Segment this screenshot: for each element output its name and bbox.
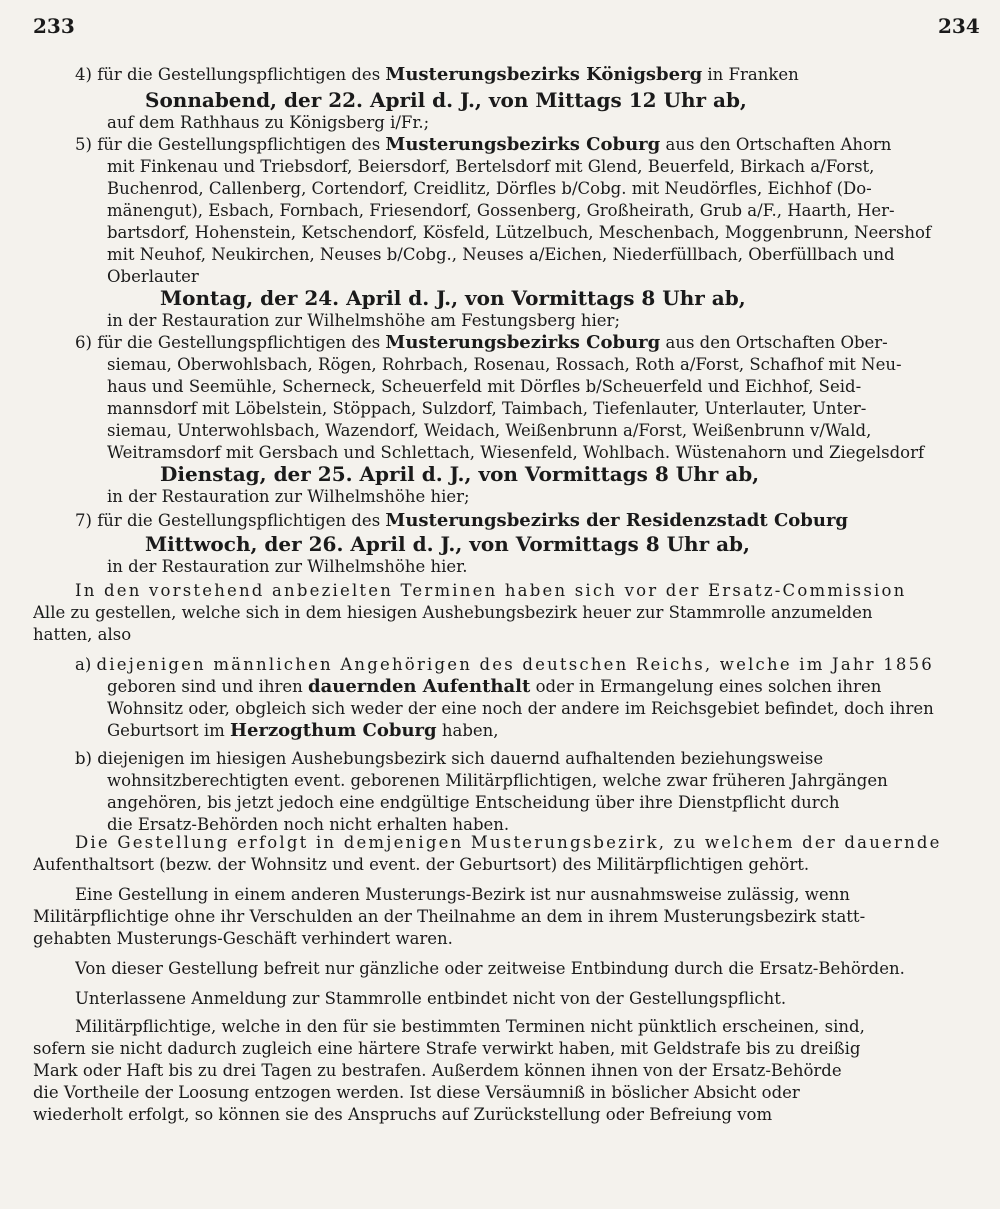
clause-a-line-4: Geburtsort im Herzogthum Coburg haben, [107, 720, 499, 741]
item-7-line-1: 7) für die Gestellungspflichtigen des Musterungsbezirks der Residenzstadt Coburg [75, 510, 849, 531]
clause-label: a) [75, 655, 92, 674]
clause-b-line-1: b) diejenigen im hiesigen Aushebungsbezirk sich dauernd aufhaltenden beziehungsweise [75, 749, 824, 768]
item-number: 6) [75, 333, 92, 352]
page-number-right: 234 [938, 14, 980, 38]
item-4-line-1: 4) für die Gestellungspflichtigen des Musterungsbezirks Königsberg in Franken [75, 64, 799, 85]
paragraph-line: In den vorstehend anbezielten Terminen haben sich vor der Ersatz-Commission [75, 581, 907, 600]
page-number-left: 233 [33, 14, 75, 38]
item-4-date: Sonnabend, der 22. April d. J., von Mittags 12 Uhr ab, [145, 88, 747, 112]
clause-b-line: die Ersatz-Behörden noch nicht erhalten haben. [107, 815, 510, 834]
emphasis: Herzogthum Coburg [230, 720, 437, 741]
item-6-line: haus und Seemühle, Scherneck, Scheuerfeld mit Dörfles b/Scheuerfeld und Eichhof, Seid- [107, 377, 862, 396]
item-5-line-1: 5) für die Gestellungspflichtigen des Musterungsbezirks Coburg aus den Ortschaften Ahorn [75, 134, 892, 155]
item-5-line: bartsdorf, Hohenstein, Ketschendorf, Kösfeld, Lützelbuch, Meschenbach, Moggenbrunn, Neershof [107, 223, 932, 242]
clause-b-line: angehören, bis jetzt jedoch eine endgültige Entscheidung über ihre Dienstpflicht durch [107, 793, 840, 812]
paragraph-line: Die Gestellung erfolgt in demjenigen Musterungsbezirk, zu welchem der dauernde [75, 833, 942, 852]
item-number: 5) [75, 135, 92, 154]
item-6-line: siemau, Oberwohlsbach, Rögen, Rohrbach, Rosenau, Rossach, Roth a/Forst, Schafhof mit Neu- [107, 355, 902, 374]
clause-a-line-1: a) diejenigen männlichen Angehörigen des deutschen Reichs, welche im Jahr 1856 [75, 655, 935, 674]
item-6-location: in der Restauration zur Wilhelmshöhe hier; [107, 487, 470, 506]
emphasis: dauernden Aufenthalt [308, 676, 531, 697]
clause-a-line-3: Wohnsitz oder, obgleich sich weder der eine noch der andere im Reichsgebiet befindet, doch ihren [107, 699, 934, 718]
paragraph-line: Mark oder Haft bis zu drei Tagen zu bestrafen. Außerdem können ihnen von der Ersatz-Behörde [33, 1061, 842, 1080]
item-6-line-1: 6) für die Gestellungspflichtigen des Musterungsbezirks Coburg aus den Ortschaften Ober- [75, 332, 888, 353]
item-5-line: Oberlauter [107, 267, 199, 286]
item-5-date: Montag, der 24. April d. J., von Vormittags 8 Uhr ab, [160, 286, 746, 310]
paragraph-line: hatten, also [33, 625, 132, 644]
item-4-location: auf dem Rathhaus zu Königsberg i/Fr.; [107, 113, 430, 132]
item-number: 7) [75, 511, 92, 530]
item-6-line: mannsdorf mit Löbelstein, Stöppach, Sulzdorf, Taimbach, Tiefenlauter, Unterlauter, Unter- [107, 399, 867, 418]
item-number: 4) [75, 65, 92, 84]
paragraph-line: Eine Gestellung in einem anderen Musterungs-Bezirk ist nur ausnahmsweise zulässig, wenn [75, 885, 850, 904]
item-5-line: mänengut), Esbach, Fornbach, Friesendorf, Gossenberg, Großheirath, Grub a/F., Haarth, Her- [107, 201, 895, 220]
paragraph-line: Militärpflichtige, welche in den für sie bestimmten Terminen nicht pünktlich erscheinen, sind, [75, 1017, 865, 1036]
district-heading: Musterungsbezirks Königsberg [385, 64, 703, 85]
item-5-line: Buchenrod, Callenberg, Cortendorf, Creidlitz, Dörfles b/Cobg. mit Neudörfles, Eichhof (Do- [107, 179, 872, 198]
item-7-date: Mittwoch, der 26. April d. J., von Vormittags 8 Uhr ab, [145, 532, 750, 556]
item-6-line: Weitramsdorf mit Gersbach und Schlettach, Wiesenfeld, Wohlbach. Wüstenahorn und Ziegelsdorf [107, 443, 925, 462]
paragraph-4: Unterlassene Anmeldung zur Stammrolle entbindet nicht von der Gestellungspflicht. [75, 989, 787, 1008]
clause-label: b) [75, 749, 92, 768]
item-6-line: siemau, Unterwohlsbach, Wazendorf, Weidach, Weißenbrunn a/Forst, Weißenbrunn v/Wald, [107, 421, 872, 440]
paragraph-line: gehabten Musterungs-Geschäft verhindert waren. [33, 929, 453, 948]
item-5-location: in der Restauration zur Wilhelmshöhe am Festungsberg hier; [107, 311, 621, 330]
paragraph-3: Von dieser Gestellung befreit nur gänzliche oder zeitweise Entbindung durch die Ersatz-Behörden. [75, 959, 905, 978]
paragraph-line: Alle zu gestellen, welche sich in dem hiesigen Aushebungsbezirk heuer zur Stammrolle anzumelden [33, 603, 873, 622]
district-heading: Musterungsbezirks Coburg [385, 332, 661, 353]
item-5-line: mit Finkenau und Triebsdorf, Beiersdorf, Bertelsdorf mit Glend, Beuerfeld, Birkach a/Forst, [107, 157, 875, 176]
item-6-date: Dienstag, der 25. April d. J., von Vormittags 8 Uhr ab, [160, 462, 760, 486]
paragraph-line: die Vortheile der Loosung entzogen werden. Ist diese Versäumniß in böslicher Absicht oder [33, 1083, 800, 1102]
district-heading: Musterungsbezirks Coburg [385, 134, 661, 155]
district-heading: Musterungsbezirks der Residenzstadt Coburg [385, 510, 849, 531]
paragraph-line: wiederholt erfolgt, so können sie des Anspruchs auf Zurückstellung oder Befreiung vom [33, 1105, 773, 1124]
clause-a-line-2: geboren sind und ihren dauernden Aufenthalt oder in Ermangelung eines solchen ihren [107, 676, 882, 697]
paragraph-line: sofern sie nicht dadurch zugleich eine härtere Strafe verwirkt haben, mit Geldstrafe bis zu dreißig [33, 1039, 861, 1058]
item-5-line: mit Neuhof, Neukirchen, Neuses b/Cobg., Neuses a/Eichen, Niederfüllbach, Oberfüllbach und [107, 245, 895, 264]
paragraph-line: Aufenthaltsort (bezw. der Wohnsitz und event. der Geburtsort) des Militärpflichtigen gehört. [33, 855, 810, 874]
paragraph-line: Militärpflichtige ohne ihr Verschulden an der Theilnahme an dem in ihrem Musterungsbezirk statt- [33, 907, 866, 926]
clause-b-line: wohnsitzberechtigten event. geborenen Militärpflichtigen, welche zwar früheren Jahrgängen [107, 771, 888, 790]
item-7-location: in der Restauration zur Wilhelmshöhe hier. [107, 557, 468, 576]
